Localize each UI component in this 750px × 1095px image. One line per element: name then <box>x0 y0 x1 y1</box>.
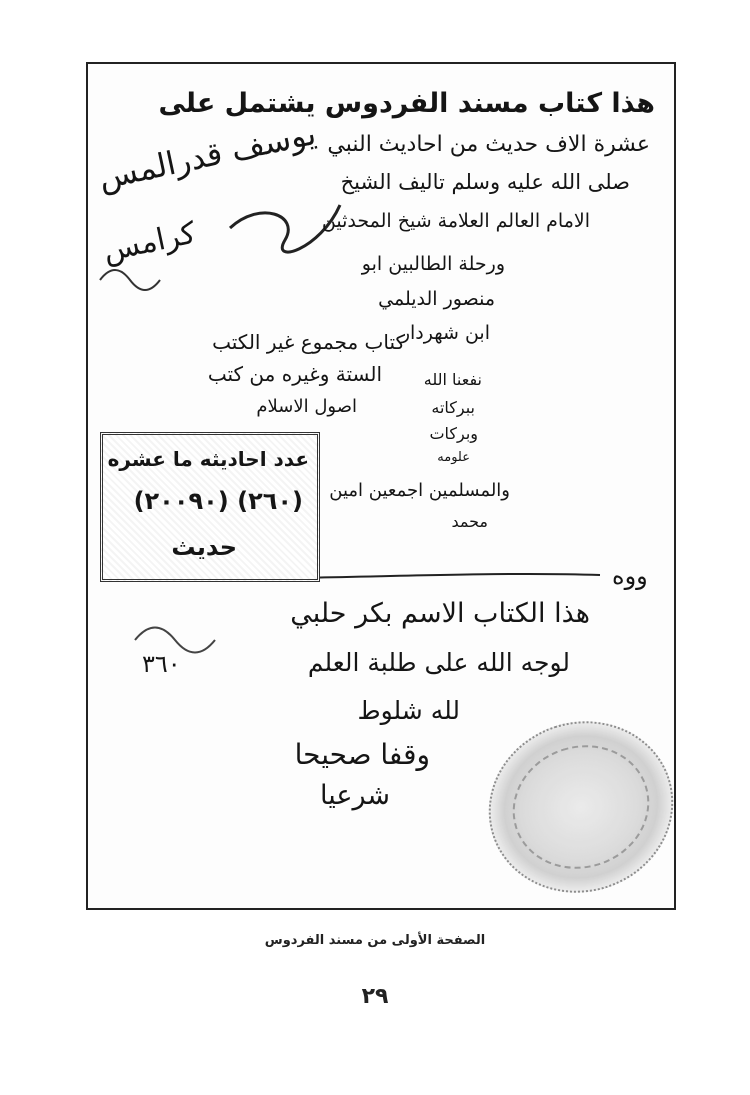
header-line-3: صلى الله عليه وسلم تاليف الشيخ <box>340 170 630 194</box>
header-line-4: الامام العالم العلامة شيخ المحدثين <box>321 210 590 232</box>
stamp-line-3: حديث <box>171 533 237 561</box>
separator-mark: ووه <box>612 562 648 590</box>
prayer-line-5: والمسلمين اجمعين امين <box>329 480 510 501</box>
margin-scribble <box>100 270 160 290</box>
prayer-line-2: ببركاته <box>431 398 475 417</box>
author-line-2: منصور الديلمي <box>378 288 495 310</box>
prayer-line-4: علومه <box>437 450 470 465</box>
contents-line-1: كتاب مجموع غير الكتب <box>212 330 405 354</box>
waqf-line-3: لله شلوط <box>357 696 460 725</box>
waqf-line-4: وقفا صحيحا <box>294 738 430 771</box>
header-line-2: عشرة الاف حديث من احاديث النبي <box>327 132 650 157</box>
prayer-line-6: محمد <box>451 512 488 531</box>
header-line-1: هذا كتاب مسند الفردوس يشتمل على <box>158 88 655 119</box>
contents-line-2: الستة وغيره من كتب <box>207 362 382 386</box>
author-line-3: ابن شهردار <box>400 322 490 344</box>
stamp-line-2: (٢٦٠) (٢٠٠٩٠) <box>133 487 303 515</box>
margin-note-number: ٣٦٠ <box>142 650 181 678</box>
seal-inner-ring <box>497 728 666 887</box>
waqf-line-1: هذا الكتاب الاسم بكر حلبي <box>290 598 590 629</box>
contents-line-3: اصول الاسلام <box>256 396 357 417</box>
margin-scribble-left <box>135 628 215 653</box>
page-caption: الصفحة الأولى من مسند الفردوس <box>264 933 486 948</box>
waqf-line-2: لوجه الله على طلبة العلم <box>307 648 570 677</box>
margin-note-owner-2: كرامس <box>100 215 199 270</box>
waqf-line-5: شرعيا <box>319 780 390 811</box>
margin-note-owner: يوسف قدرالمس <box>95 114 320 198</box>
hadith-count-stamp <box>100 432 320 582</box>
page-number: ٢٩ <box>361 984 389 1009</box>
prayer-line-3: وبركات <box>429 424 478 443</box>
prayer-line-1: نفعنا الله <box>423 370 482 389</box>
author-line-1: ورحلة الطالبين ابو <box>361 253 505 275</box>
stamp-line-1: عدد احاديثه ما عشره <box>107 447 309 471</box>
